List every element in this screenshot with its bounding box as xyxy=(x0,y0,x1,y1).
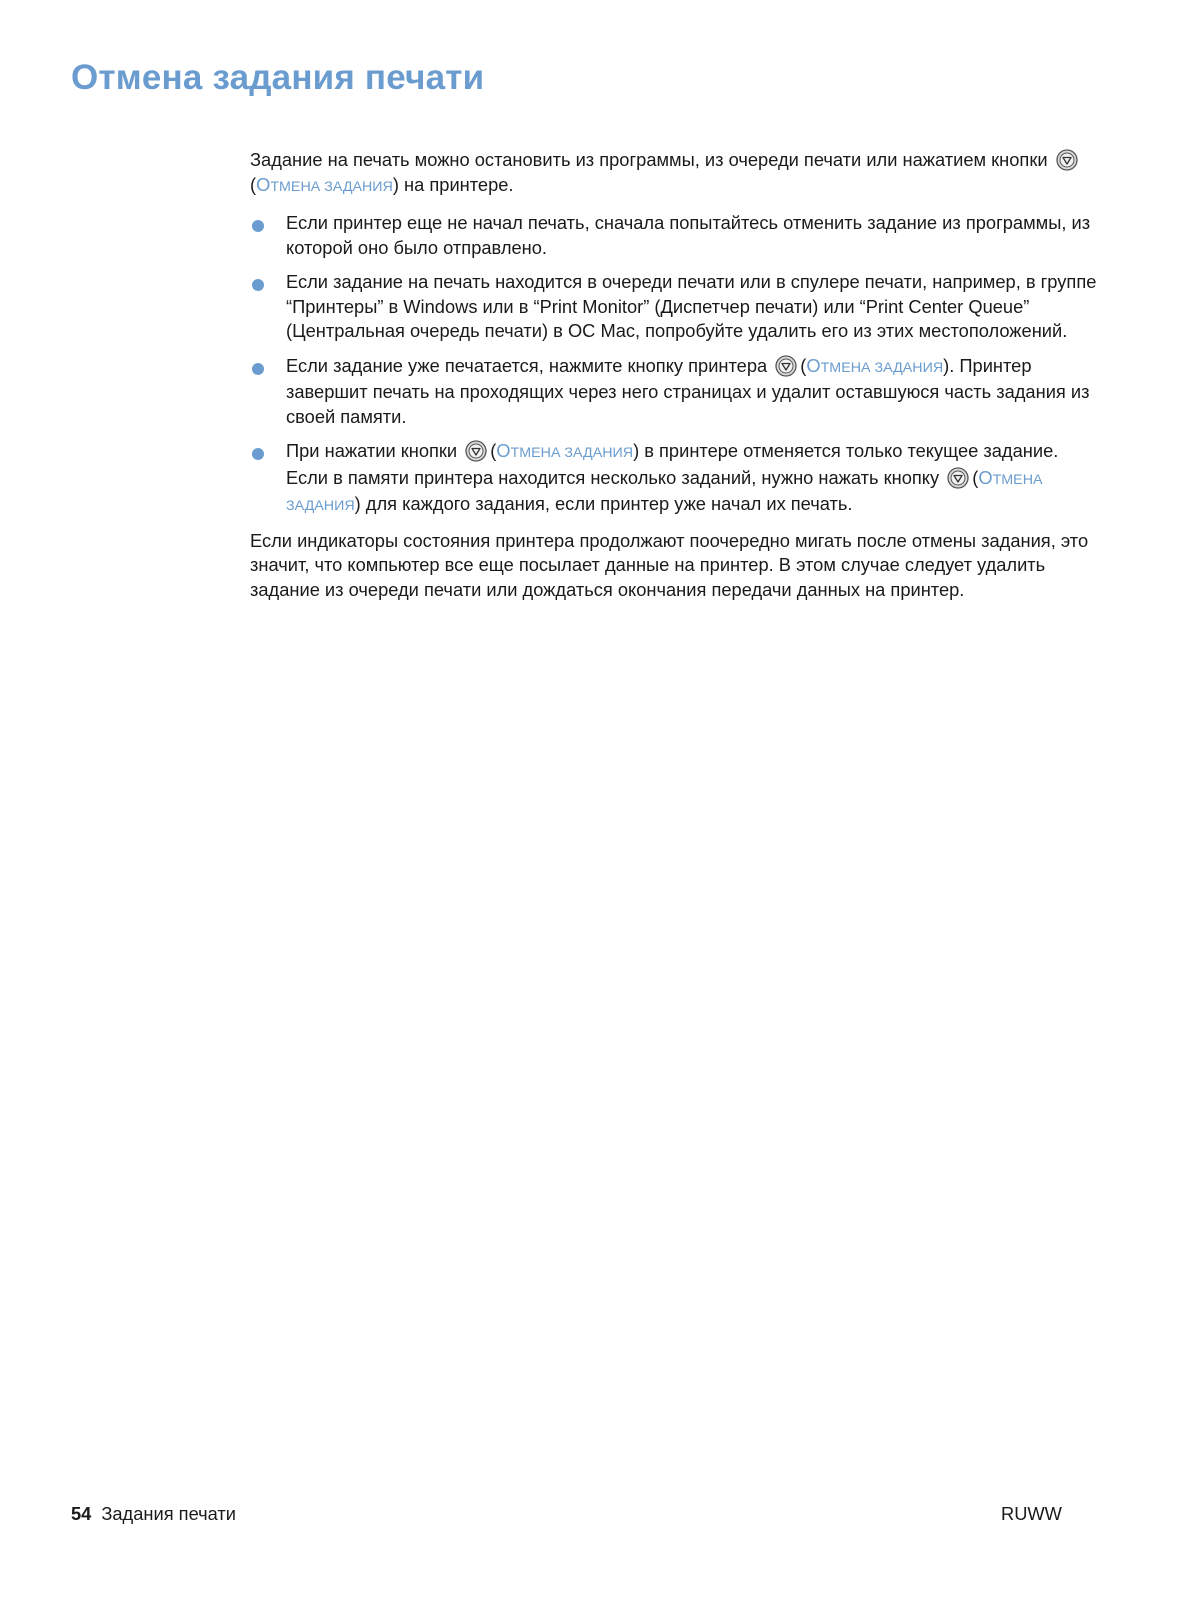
cancel-job-label: ОТМЕНА ЗАДАНИЯ xyxy=(496,440,634,461)
main-content xyxy=(250,148,1100,602)
intro-text-end: ) на принтере. xyxy=(392,173,514,195)
cancel-job-icon xyxy=(465,440,487,462)
intro-paragraph: Задание на печать можно остановить из программы, из очереди печати или нажатием кнопки (ОТМЕНА ЗАДАНИЯ) на принтере. xyxy=(250,148,1100,199)
list-item: При нажатии кнопки (ОТМЕНА ЗАДАНИЯ) в принтере отменяется только текущее задание. Если в памяти принтера находится несколько заданий, нужно нажать кнопку (ОТМЕНА ЗАДАНИЯ) для каждого задания, если принтер уже начал их печать. xyxy=(250,439,1100,519)
cancel-job-label: ОТМЕНА ЗАДАНИЯ xyxy=(256,173,393,195)
page-number: 54 xyxy=(71,1503,92,1524)
closing-paragraph: Если индикаторы состояния принтера продолжают поочередно мигать после отмены задания, это значит, что компьютер все еще посылает данные на принтер. В этом случае следует удалить задание из очереди печати или дождаться окончания передачи данных на принтер. xyxy=(250,529,1089,600)
list-item: Если задание уже печатается, нажмите кнопку принтера (ОТМЕНА ЗАДАНИЯ). Принтер завершит печать на проходящих через него страницах и удалит оставшуюся часть задания из своей памяти. xyxy=(250,354,1100,430)
intro-text: Задание на печать можно остановить из программы, из очереди печати или нажатием кнопки xyxy=(250,149,1048,170)
page-title: Отмена задания печати xyxy=(71,58,485,97)
cancel-job-icon xyxy=(775,355,797,377)
cancel-job-icon xyxy=(1056,149,1078,171)
footer-section-title: Задания печати xyxy=(101,1503,237,1524)
bullet-marker xyxy=(252,279,264,291)
bullet-marker xyxy=(252,220,264,232)
bullet-marker xyxy=(252,448,264,460)
bullet-list xyxy=(250,211,1100,519)
cancel-job-label: ОТМЕНА ЗАДАНИЯ xyxy=(806,354,944,376)
cancel-job-icon xyxy=(947,467,969,489)
page-footer-left xyxy=(71,1503,236,1525)
cancel-job-label: ОТМЕНА ЗАДАНИЯ xyxy=(286,466,1043,514)
footer-locale-code: RUWW xyxy=(1001,1503,1062,1524)
list-item: Если принтер еще не начал печать, сначала попытайтесь отменить задание из программы, из которой оно было отправлено. xyxy=(250,211,1100,260)
list-item: Если задание на печать находится в очереди печати или в спулере печати, например, в группе “Принтеры” в Windows или в “Print Monitor” (Диспетчер печати) или “Print Center Queue” (Центральная очередь печати) в ОС Mac, попробуйте удалить его из этих местоположений. xyxy=(250,270,1100,344)
bullet-marker xyxy=(252,363,264,375)
